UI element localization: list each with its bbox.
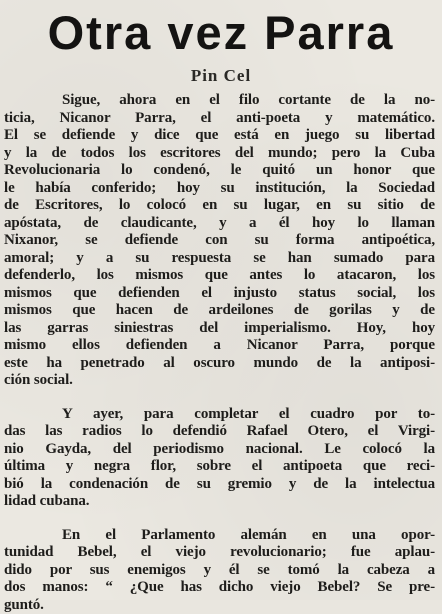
text-line: le había conferido; hoy su institución, la Sociedad	[4, 180, 435, 198]
text-line: mismos que defienden el injusto status social, los	[4, 285, 435, 303]
text-line: y la de todos los escritores del mundo; pero la Cuba	[4, 145, 435, 163]
text-line: bió la condenación de su gremio y de la intelectua	[4, 476, 435, 494]
paragraph	[4, 527, 435, 614]
text-line: das las radios lo defendió Rafael Otero, el Virgi-	[4, 423, 435, 441]
text-line: dos manos: “ ¿Que has dicho viejo Bebel? Se pre-	[4, 579, 435, 597]
text-line: defenderlo, los mismos que antes lo atacaron, los	[4, 267, 435, 285]
text-line: ticia, Nicanor Parra, el anti-poeta y matemático.	[4, 110, 435, 128]
paragraph-gap	[4, 390, 435, 406]
text-line: tunidad Bebel, el viejo revolucionario; fue aplau-	[4, 544, 435, 562]
text-line: ción social.	[4, 372, 435, 390]
text-line: las garras siniestras del imperialismo. Hoy, hoy	[4, 320, 435, 338]
paragraph	[4, 92, 435, 390]
text-line: nio Gayda, del periodismo nacional. Le colocó la	[4, 441, 435, 459]
paragraph	[4, 406, 435, 511]
text-line: lidad cubana.	[4, 493, 435, 511]
article-headline: Otra vez Parra	[0, 4, 442, 62]
paragraph-gap	[4, 511, 435, 527]
text-line: Y ayer, para completar el cuadro por to-	[4, 406, 435, 424]
text-line: Sigue, ahora en el filo cortante de la no-	[4, 92, 435, 110]
text-line: última y negra flor, sobre el antipoeta que reci-	[4, 458, 435, 476]
text-line: mismos que hacen de ardeilones de gorilas y de	[4, 302, 435, 320]
text-line: de Escritores, lo colocó en su lugar, en su sitio de	[4, 197, 435, 215]
text-line: este ha penetrado al oscuro mundo de la antiposi-	[4, 355, 435, 373]
text-line: mismo ellos defienden a Nicanor Parra, porque	[4, 337, 435, 355]
text-line: Nixanor, se defiende con su forma antipoética,	[4, 232, 435, 250]
text-line: dido por sus enemigos y él se tomó la cabeza a	[4, 562, 435, 580]
article-byline: Pin Cel	[0, 66, 442, 86]
text-line: apóstata, de claudicante, y a él hoy lo llaman	[4, 215, 435, 233]
text-line: El se defiende y dice que está en juego su libertad	[4, 127, 435, 145]
article-body	[4, 92, 435, 614]
text-line: guntó.	[4, 597, 435, 614]
text-line: En el Parlamento alemán en una opor-	[4, 527, 435, 545]
text-line: Revolucionaria lo condenó, le quitó un honor que	[4, 162, 435, 180]
text-line: amoral; y a su respuesta se han sumado para	[4, 250, 435, 268]
